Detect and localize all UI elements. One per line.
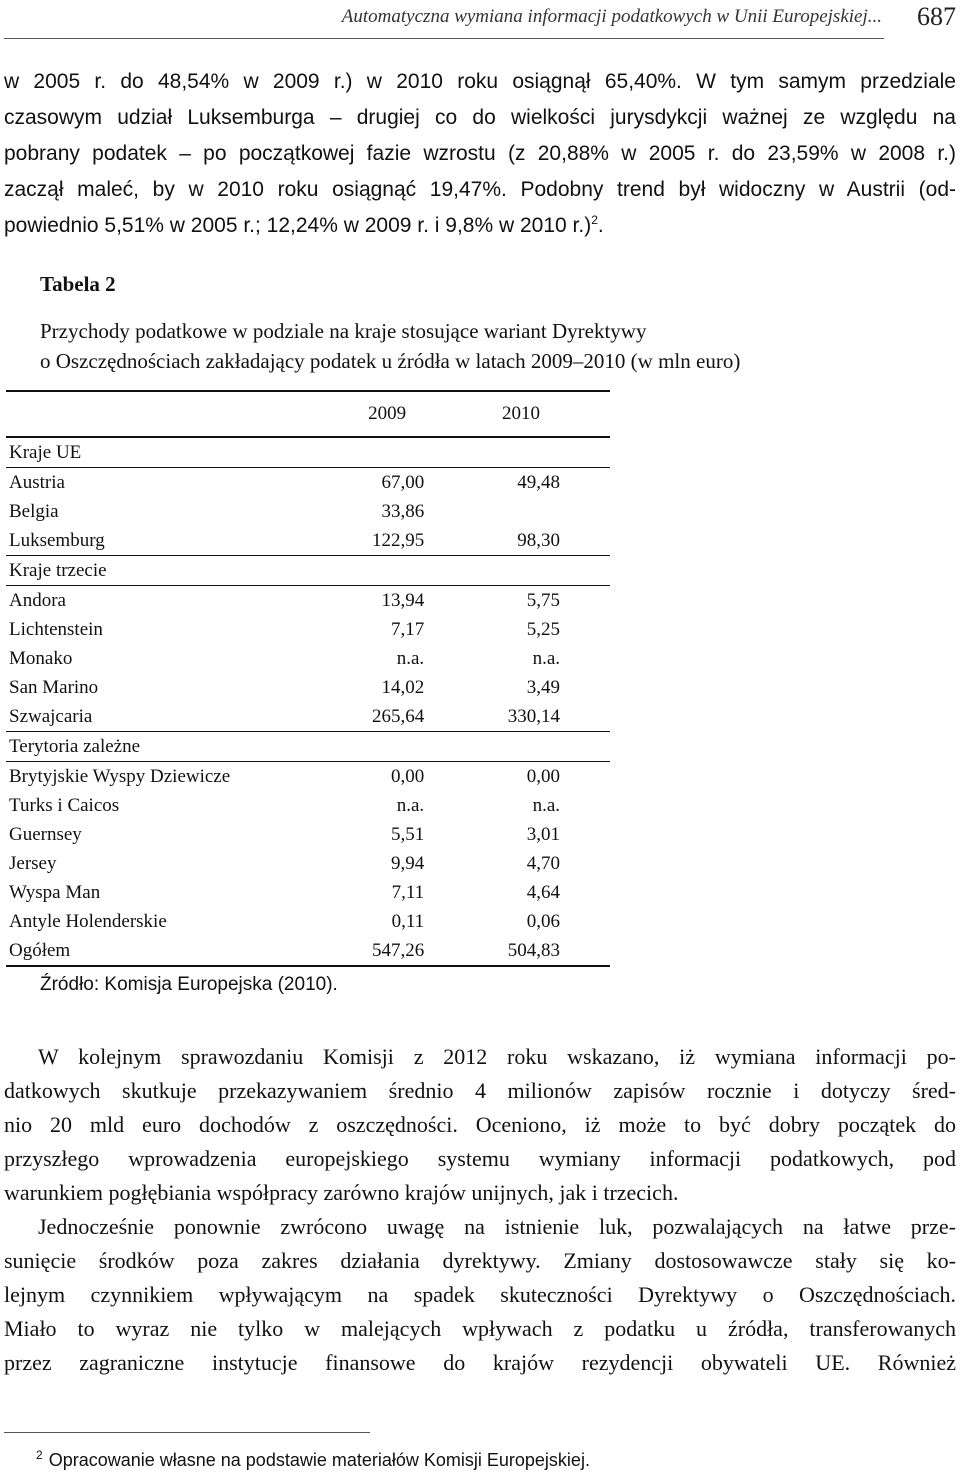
value-2010-cell	[424, 732, 610, 762]
table-body	[6, 437, 610, 966]
table-row	[6, 615, 610, 644]
value-2009-cell	[350, 732, 424, 762]
table-row	[6, 526, 610, 556]
body-line: sunięcie środków poza zakres działania dyrektywy. Zmiany dostosowawcze stały się ko-	[4, 1248, 956, 1273]
value-2010-cell: 98,30	[424, 526, 610, 556]
table-row	[6, 907, 610, 936]
row-label-cell: Andora	[9, 590, 66, 611]
value-2009-cell: 0,00	[390, 766, 425, 787]
value-2009-cell	[350, 556, 424, 586]
value-2009-cell: n.a.	[396, 795, 425, 816]
intro-line: w 2005 r. do 48,54% w 2009 r.) w 2010 roku osiągnął 65,40%. W tym samym przedziale	[4, 70, 956, 93]
value-2010-cell: 49,48	[517, 472, 560, 493]
value-2010-cell: 3,49	[526, 677, 560, 698]
value-2010-cell	[424, 437, 610, 468]
value-2010-cell: n.a.	[532, 648, 560, 669]
value-2009-cell: 33,86	[381, 501, 425, 522]
table-row	[6, 702, 610, 732]
header-2010: 2010	[502, 403, 540, 424]
table-row	[6, 586, 610, 616]
table-row	[6, 791, 610, 820]
body-paragraph-1	[4, 1040, 956, 1210]
page-number: 687	[917, 2, 956, 31]
table-row	[6, 849, 610, 878]
value-2010-cell: 4,64	[526, 882, 560, 903]
row-label-cell: Ogółem	[6, 936, 350, 966]
table-row	[6, 673, 610, 702]
value-2009-cell: 265,64	[350, 702, 424, 732]
table-row	[6, 762, 610, 792]
value-2009-cell: 13,94	[381, 590, 425, 611]
header-divider	[4, 38, 884, 39]
body-paragraph-2	[4, 1210, 956, 1380]
tax-revenue-table	[6, 390, 610, 967]
value-2010-cell: 504,83	[424, 936, 610, 966]
intro-paragraph	[4, 64, 956, 244]
intro-end-punctuation: .	[597, 214, 604, 237]
footnote	[36, 1448, 590, 1471]
header-label-cell	[6, 391, 350, 437]
value-2010-cell: 4,70	[526, 853, 560, 874]
row-label-cell: Kraje trzecie	[6, 556, 350, 586]
header-2009: 2009	[368, 403, 407, 424]
intro-last-line	[4, 208, 956, 244]
value-2009-cell: n.a.	[396, 648, 425, 669]
body-line: Jednocześnie ponownie zwrócono uwagę na istnienie luk, pozwalających na łatwe prze-	[38, 1214, 956, 1239]
body-line: W kolejnym sprawozdaniu Komisji z 2012 roku wskazano, iż wymiana informacji po-	[38, 1044, 956, 1069]
table-row	[6, 732, 610, 762]
footnote-divider	[4, 1432, 370, 1433]
body-line: lejnym czynnikiem wpływającym na spadek skuteczności Dyrektywy o Oszczędnościach.	[4, 1282, 956, 1307]
table-source: Źródło: Komisja Europejska (2010).	[40, 974, 338, 995]
table-row	[6, 644, 610, 673]
table-caption	[40, 316, 860, 376]
table-row	[6, 878, 610, 907]
row-label-cell: Monako	[9, 648, 73, 669]
value-2009-cell: 547,26	[350, 936, 424, 966]
running-title: Automatyczna wymiana informacji podatkowych w Unii Europejskiej...	[341, 6, 882, 27]
table-row	[6, 556, 610, 586]
row-label-cell: Szwajcaria	[6, 702, 350, 732]
body-line: przez zagraniczne instytucje finansowe do krajów rezydencji obywateli UE. Również	[4, 1350, 956, 1375]
row-label-cell: Jersey	[9, 853, 57, 874]
footnote-reference[interactable]: 2	[591, 213, 598, 227]
value-2009-cell	[350, 437, 424, 468]
row-label-cell: Kraje UE	[6, 437, 350, 468]
intro-line: powiednio 5,51% w 2005 r.; 12,24% w 2009 r. i 9,8% w 2010 r.)	[4, 214, 592, 237]
body-line: warunkiem pogłębiania współpracy zarówno krajów unijnych, jak i trzecich.	[4, 1180, 679, 1205]
value-2009-cell: 122,95	[350, 526, 424, 556]
row-label-cell: Lichtenstein	[9, 619, 103, 640]
row-label-cell: Turks i Caicos	[9, 795, 120, 816]
value-2009-cell: 14,02	[381, 677, 425, 698]
row-label-cell: Antyle Holenderskie	[9, 911, 167, 932]
row-label-cell: Austria	[9, 472, 65, 493]
table-row	[6, 936, 610, 966]
body-line: Miało to wyraz nie tylko w malejących wpływach z podatku u źródła, transferowanych	[4, 1316, 956, 1341]
body-line: nio 20 mld euro dochodów z oszczędności. Oceniono, iż może to być dobry początek do	[4, 1112, 956, 1137]
table-header-row	[6, 391, 610, 437]
value-2010-cell: n.a.	[532, 795, 560, 816]
table-row	[6, 497, 610, 526]
value-2009-cell: 0,11	[391, 911, 425, 932]
row-label-cell: Luksemburg	[6, 526, 350, 556]
footnote-mark: 2	[36, 1448, 43, 1462]
row-label-cell: Belgia	[9, 501, 59, 522]
value-2010-cell: 3,01	[526, 824, 560, 845]
running-header	[0, 2, 960, 32]
value-2010-cell: 0,06	[526, 911, 560, 932]
row-label-cell: Terytoria zależne	[6, 732, 350, 762]
value-2010-cell	[424, 497, 610, 526]
value-2009-cell: 7,17	[390, 619, 425, 640]
intro-line: czasowym udział Luksemburga – drugiej co do wielkości jurysdykcji ważnej ze względu na	[4, 106, 956, 129]
value-2009-cell: 7,11	[391, 882, 425, 903]
table-row	[6, 820, 610, 849]
table-caption-line: o Oszczędnościach zakładający podatek u źródła w latach 2009–2010 (w mln euro)	[40, 349, 741, 373]
value-2009-cell: 67,00	[381, 472, 425, 493]
value-2010-cell: 5,25	[526, 619, 560, 640]
value-2010-cell: 330,14	[424, 702, 610, 732]
row-label-cell: San Marino	[9, 677, 99, 698]
body-line: przyszłego wprowadzenia europejskiego systemu wymiany informacji podatkowych, pod	[4, 1146, 956, 1171]
value-2009-cell: 5,51	[390, 824, 425, 845]
value-2010-cell: 5,75	[526, 590, 560, 611]
table-caption-line: Przychody podatkowe w podziale na kraje stosujące wariant Dyrektywy	[40, 319, 647, 343]
intro-line: pobrany podatek – po początkowej fazie wzrostu (z 20,88% w 2005 r. do 23,59% w 2008 r.)	[4, 142, 956, 165]
table-row	[6, 437, 610, 468]
row-label-cell: Wyspa Man	[9, 882, 101, 903]
footnote-text: Opracowanie własne na podstawie materiałów Komisji Europejskiej.	[48, 1450, 590, 1470]
value-2010-cell	[424, 556, 610, 586]
row-label-cell: Guernsey	[9, 824, 82, 845]
value-2009-cell: 9,94	[390, 853, 425, 874]
table-label: Tabela 2	[40, 272, 116, 296]
table-row	[6, 468, 610, 498]
body-line: datkowych skutkuje przekazywaniem średnio 4 milionów zapisów rocznie i dotyczy śred-	[4, 1078, 956, 1103]
value-2010-cell: 0,00	[526, 766, 560, 787]
row-label-cell: Brytyjskie Wyspy Dziewicze	[9, 766, 231, 787]
intro-line: zaczął maleć, by w 2010 roku osiągnąć 19,47%. Podobny trend był widoczny w Austrii (od-	[4, 178, 956, 201]
